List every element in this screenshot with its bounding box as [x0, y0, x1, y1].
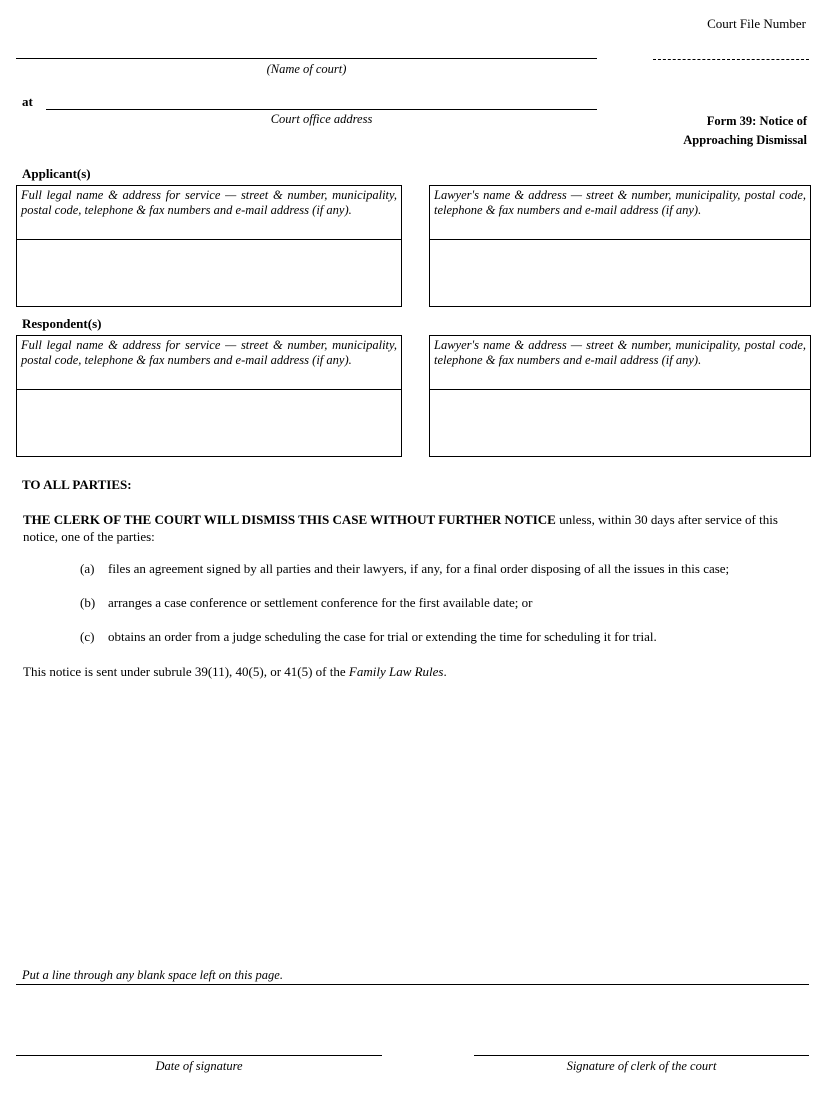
respondent-lawyer-input[interactable] — [430, 390, 810, 456]
respondent-party-box-header: Full legal name & address for service — street & number, municipality, postal code, telephone & fax numbers and e-mail address (if any). — [17, 336, 401, 390]
applicant-party-box-header: Full legal name & address for service — street & number, municipality, postal code, telephone & fax numbers and e-mail address (if any). — [17, 186, 401, 240]
clerk-signature-line[interactable] — [474, 1055, 809, 1056]
name-of-court-caption: (Name of court) — [266, 62, 347, 76]
applicant-lawyer-input[interactable] — [430, 240, 810, 306]
rule-reference — [23, 663, 813, 680]
rule-reference-end: . — [443, 664, 447, 679]
condition-item-b — [80, 595, 810, 611]
form-title-line2: Approaching Dismissal — [683, 133, 807, 147]
applicant-lawyer-box-header: Lawyer's name & address — street & number, municipality, postal code, telephone & fax numbers and e-mail address (if any). — [430, 186, 810, 240]
condition-item-c — [80, 629, 810, 645]
respondent-party-box — [16, 335, 402, 457]
court-file-number-label: Court File Number — [707, 16, 806, 31]
condition-text: arranges a case conference or settlement conference for the first available date; or — [108, 595, 533, 610]
rule-reference-italic: Family Law Rules — [348, 664, 444, 679]
condition-label: (c) — [80, 629, 95, 644]
blank-space-note: Put a line through any blank space left on this page. — [22, 968, 283, 982]
condition-text: obtains an order from a judge scheduling the case for trial or extending the time for scheduling it for trial. — [108, 629, 657, 644]
dismissal-warning-bold: THE CLERK OF THE COURT WILL DISMISS THIS CASE WITHOUT FURTHER NOTICE — [23, 512, 556, 527]
dismissal-warning — [23, 511, 813, 545]
respondent-lawyer-box — [429, 335, 811, 457]
name-of-court-line[interactable] — [16, 58, 597, 59]
to-all-parties-heading: TO ALL PARTIES: — [22, 477, 132, 492]
form-title-line1: Form 39: Notice of — [706, 114, 807, 128]
applicant-lawyer-box — [429, 185, 811, 307]
applicants-heading: Applicant(s) — [22, 166, 91, 181]
blank-space-line — [16, 984, 809, 985]
applicant-party-box — [16, 185, 402, 307]
clerk-signature-caption: Signature of clerk of the court — [566, 1059, 717, 1073]
rule-reference-text: This notice is sent under subrule 39(11), 40(5), or 41(5) of the — [23, 664, 349, 679]
condition-item-a — [80, 561, 810, 577]
respondents-heading: Respondent(s) — [22, 316, 102, 331]
applicant-party-input[interactable] — [17, 240, 401, 306]
at-label: at — [22, 94, 33, 109]
court-office-address-line[interactable] — [46, 109, 597, 110]
condition-text: files an agreement signed by all parties and their lawyers, if any, for a final order disposing of all the issues in this case; — [108, 561, 730, 576]
court-file-number-line[interactable] — [653, 59, 809, 60]
court-office-address-caption: Court office address — [270, 112, 373, 126]
condition-label: (a) — [80, 561, 95, 576]
respondent-party-input[interactable] — [17, 390, 401, 456]
condition-label: (b) — [80, 595, 96, 610]
date-of-signature-line[interactable] — [16, 1055, 382, 1056]
respondent-lawyer-box-header: Lawyer's name & address — street & number, municipality, postal code, telephone & fax numbers and e-mail address (if any). — [430, 336, 810, 390]
dismissal-warning-rest: unless, within 30 days after service of this notice, one of the parties: — [23, 512, 778, 544]
date-of-signature-caption: Date of signature — [155, 1059, 243, 1073]
